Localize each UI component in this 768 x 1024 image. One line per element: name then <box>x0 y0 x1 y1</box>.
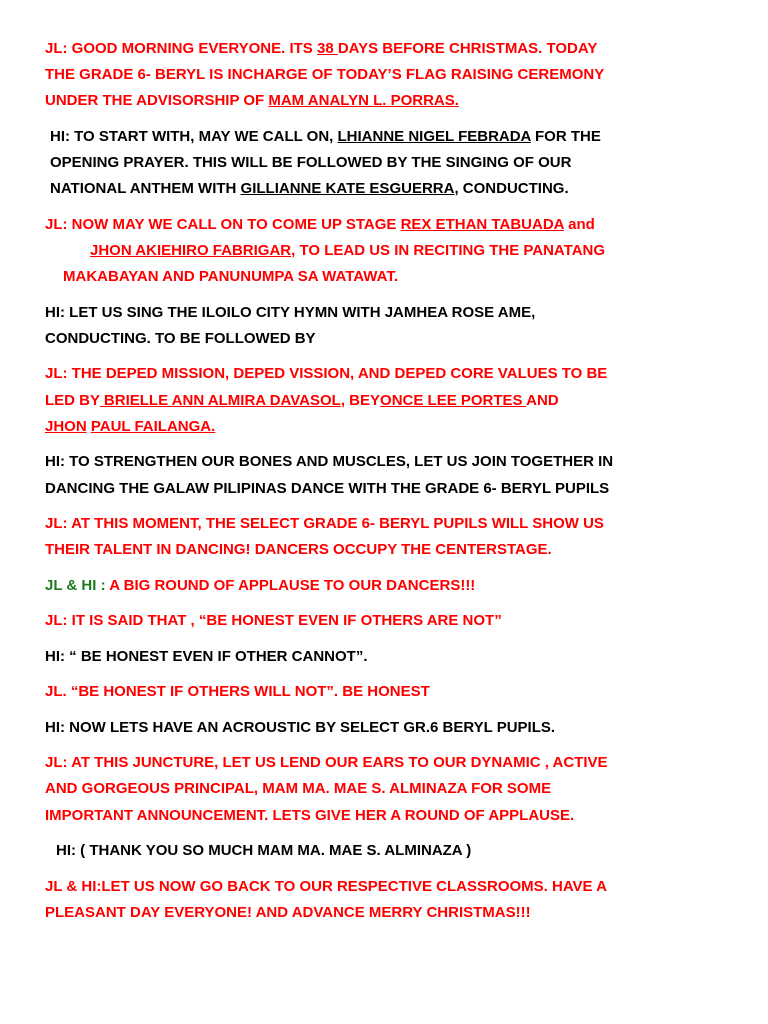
line-text: JL: NOW MAY WE CALL ON TO COME UP STAGE <box>45 215 401 233</box>
jl-opening-greeting <box>45 36 735 115</box>
line-text: HI: NOW LETS HAVE AN ACROUSTIC BY SELECT GR.6 BERYL PUPILS. <box>45 718 556 736</box>
jl-panatang-makabayan <box>45 212 735 291</box>
hi-opening-prayer <box>45 124 735 203</box>
line-text: JL. “BE HONEST IF OTHERS WILL NOT”. BE HONEST <box>45 683 430 701</box>
line-text: LED BY <box>45 391 100 409</box>
leader-name: JHON AKIEHIRO FABRIGAR, <box>90 242 296 260</box>
line-text: JL: AT THIS JUNCTURE, LET US LEND OUR EARS TO OUR DYNAMIC , ACTIVE <box>45 754 608 772</box>
joint-applause-line <box>45 573 735 599</box>
joint-speaker-label: JL & HI : <box>45 576 110 594</box>
hi-galaw-pilipinas <box>45 449 735 501</box>
jl-honesty-closing <box>45 679 735 705</box>
line-text: and <box>563 215 595 233</box>
hi-acoustic <box>45 715 735 741</box>
line-text: JL: IT IS SAID THAT , “BE HONEST EVEN IF OTHERS ARE NOT” <box>45 612 502 630</box>
hi-iloilo-hymn <box>45 300 735 352</box>
line-text: MAKABAYAN AND PANUNUMPA SA WATAWAT. <box>63 268 399 286</box>
line-text: UNDER THE ADVISORSHIP OF <box>45 92 269 110</box>
line-text: DANCING THE GALAW PILIPINAS DANCE WITH THE GRADE 6- BERYL PUPILS <box>45 479 610 497</box>
program-script-document <box>45 36 735 935</box>
line-text: CONDUCTING. TO BE FOLLOWED BY <box>45 329 316 347</box>
leader-name: ONCE LEE PORTES <box>380 391 527 409</box>
line-text: HI: “ BE HONEST EVEN IF OTHER CANNOT”. <box>45 647 368 665</box>
leader-name: PAUL FAILANGA. <box>90 417 216 435</box>
line-text: DAYS BEFORE CHRISTMAS. TODAY <box>337 40 598 57</box>
days-count: 38 <box>316 40 338 57</box>
line-text: , CONDUCTING. <box>454 180 569 198</box>
line-text: , BEY <box>340 391 381 409</box>
line-text: JL & HI:LET US NOW GO BACK TO OUR RESPECTIVE CLASSROOMS. HAVE A <box>45 877 607 895</box>
line-text: NATIONAL ANTHEM WITH <box>50 180 241 198</box>
jl-honesty-quote <box>45 608 735 634</box>
leader-name: JHON <box>45 417 87 435</box>
line-text: FOR THE <box>530 127 601 145</box>
joint-closing <box>45 874 735 926</box>
leader-name: BRIELLE ANN ALMIRA DAVASOL <box>99 391 341 409</box>
adviser-name: MAM ANALYN L. PORRAS. <box>268 92 459 110</box>
line-text: HI: LET US SING THE ILOILO CITY HYMN WITH JAMHEA ROSE AME, <box>45 303 536 321</box>
line-text: JL: GOOD MORNING EVERYONE. ITS <box>45 40 317 57</box>
jl-principal-announcement <box>45 750 735 829</box>
anthem-conductor-name: GILLIANNE KATE ESGUERRA <box>240 180 455 198</box>
line-text: THE GRADE 6- BERYL IS INCHARGE OF TODAY’S FLAG RAISING CEREMONY <box>45 66 605 84</box>
line-text: HI: TO START WITH, MAY WE CALL ON, <box>50 127 338 145</box>
jl-deped-mission <box>45 361 735 440</box>
line-text: JL: THE DEPED MISSION, DEPED VISSION, AND DEPED CORE VALUES TO BE <box>45 365 608 383</box>
line-text: OPENING PRAYER. THIS WILL BE FOLLOWED BY THE SINGING OF OUR <box>50 154 572 172</box>
jl-dance-talent <box>45 511 735 563</box>
line-text: IMPORTANT ANNOUNCEMENT. LETS GIVE HER A ROUND OF APPLAUSE. <box>45 806 575 824</box>
line-text: A BIG ROUND OF APPLAUSE TO OUR DANCERS!!! <box>109 576 476 594</box>
hi-honesty-response <box>45 644 735 670</box>
line-text: JL: AT THIS MOMENT, THE SELECT GRADE 6- BERYL PUPILS WILL SHOW US <box>45 515 604 533</box>
line-text: PLEASANT DAY EVERYONE! AND ADVANCE MERRY CHRISTMAS!!! <box>45 903 531 921</box>
prayer-leader-name: LHIANNE NIGEL FEBRADA <box>337 127 531 145</box>
line-text: HI: ( THANK YOU SO MUCH MAM MA. MAE S. ALMINAZA ) <box>56 842 472 860</box>
leader-name: REX ETHAN TABUADA <box>400 215 564 233</box>
line-text: TO LEAD US IN RECITING THE PANATANG <box>295 242 606 260</box>
line-text: AND GORGEOUS PRINCIPAL, MAM MA. MAE S. ALMINAZA FOR SOME <box>45 780 552 798</box>
line-text: HI: TO STRENGTHEN OUR BONES AND MUSCLES, LET US JOIN TOGETHER IN <box>45 453 614 471</box>
line-text: THEIR TALENT IN DANCING! DANCERS OCCUPY THE CENTERSTAGE. <box>45 541 552 559</box>
line-text: AND <box>526 391 559 409</box>
hi-thank-principal <box>45 838 735 864</box>
